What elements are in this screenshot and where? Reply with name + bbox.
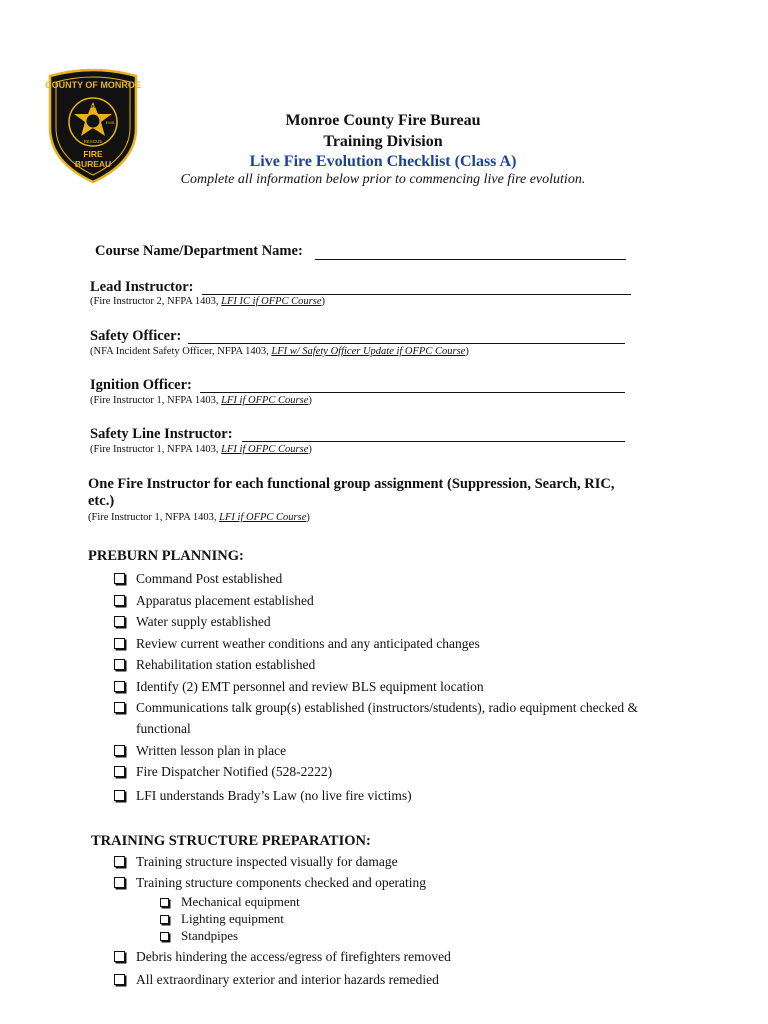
structure-heading: TRAINING STRUCTURE PREPARATION: xyxy=(91,833,371,849)
checklist-item: Water supply established xyxy=(136,614,271,629)
checklist-subitem: Mechanical equipment xyxy=(181,894,300,909)
checklist-subitem: Lighting equipment xyxy=(181,911,284,926)
checkbox[interactable] xyxy=(114,856,125,867)
safety-officer-label: Safety Officer: xyxy=(90,328,182,344)
safety-officer-note: (NFA Incident Safety Officer, NFPA 1403, LFI w/ Safety Officer Update if OFPC Course) xyxy=(90,346,469,357)
checkbox[interactable] xyxy=(114,681,125,692)
checklist-subitem: Standpipes xyxy=(181,928,239,943)
checklist-item: Communications talk group(s) established (instructors/students), radio equipment checked & xyxy=(136,700,639,715)
checklist-item: Training structure components checked and operating xyxy=(136,875,427,890)
checkbox[interactable] xyxy=(160,898,169,907)
checklist-item: Command Post established xyxy=(136,571,283,586)
logo-ring-right: EMS xyxy=(105,120,115,125)
checklist-item: All extraordinary exterior and interior hazards remedied xyxy=(136,972,439,987)
logo-ring-bottom: RESCUE xyxy=(83,139,103,144)
logo-bottom-line2: BUREAU xyxy=(74,159,112,169)
checklist-item: Identify (2) EMT personnel and review BLS equipment location xyxy=(136,679,484,694)
ignition-officer-note: (Fire Instructor 1, NFPA 1403, LFI if OFPC Course) xyxy=(90,395,312,406)
ignition-officer-label: Ignition Officer: xyxy=(90,377,192,393)
checklist-item: Debris hindering the access/egress of firefighters removed xyxy=(136,949,451,964)
checkbox[interactable] xyxy=(114,974,125,985)
checkbox[interactable] xyxy=(114,790,125,801)
ignition-officer-line[interactable] xyxy=(200,392,625,393)
checkbox[interactable] xyxy=(114,766,125,777)
checklist-item: Apparatus placement established xyxy=(136,593,314,608)
checkbox[interactable] xyxy=(114,638,125,649)
fire-bureau-logo xyxy=(44,66,142,184)
functional-group-note: (Fire Instructor 1, NFPA 1403, LFI if OFPC Course) xyxy=(88,512,310,523)
checklist-item: Written lesson plan in place xyxy=(136,743,287,758)
safety-officer-line[interactable] xyxy=(188,343,625,344)
functional-group-line1: One Fire Instructor for each functional group assignment (Suppression, Search, RIC, xyxy=(88,476,615,492)
checkbox[interactable] xyxy=(114,573,125,584)
safety-line-instructor-note: (Fire Instructor 1, NFPA 1403, LFI if OFPC Course) xyxy=(90,444,312,455)
checklist-item: LFI understands Brady’s Law (no live fire victims) xyxy=(136,788,412,803)
checkbox[interactable] xyxy=(160,915,169,924)
checklist-item: Fire Dispatcher Notified (528-2222) xyxy=(136,764,333,779)
checklist-item: Review current weather conditions and any anticipated changes xyxy=(136,636,480,651)
course-name-line[interactable] xyxy=(315,259,626,260)
logo-bottom-line1: FIRE xyxy=(83,149,103,159)
checkbox[interactable] xyxy=(114,877,125,888)
checkbox[interactable] xyxy=(114,951,125,962)
safety-line-instructor-label: Safety Line Instructor: xyxy=(90,426,233,442)
lead-instructor-note: (Fire Instructor 2, NFPA 1403, LFI IC if OFPC Course) xyxy=(90,296,326,307)
checkbox[interactable] xyxy=(114,745,125,756)
safety-line-instructor-line[interactable] xyxy=(242,441,625,442)
logo-top-text: COUNTY OF MONROE xyxy=(45,80,141,90)
org-name: Monroe County Fire Bureau xyxy=(285,112,481,129)
checkbox[interactable] xyxy=(114,659,125,670)
preburn-heading: PREBURN PLANNING: xyxy=(88,548,244,564)
checklist-item: Rehabilitation station established xyxy=(136,657,316,672)
checkbox[interactable] xyxy=(114,616,125,627)
logo-ring-left: FIRE xyxy=(87,104,99,109)
checklist-item-continuation: functional xyxy=(136,721,191,736)
lead-instructor-line[interactable] xyxy=(202,294,631,295)
course-name-label: Course Name/Department Name: xyxy=(95,243,303,259)
document-title: Live Fire Evolution Checklist (Class A) xyxy=(249,153,517,170)
checkbox[interactable] xyxy=(114,702,125,713)
checklist-item: Training structure inspected visually for damage xyxy=(136,854,398,869)
lead-instructor-label: Lead Instructor: xyxy=(90,279,194,295)
checkbox[interactable] xyxy=(160,932,169,941)
checkbox[interactable] xyxy=(114,595,125,606)
division-name: Training Division xyxy=(323,133,443,150)
instruction-text: Complete all information below prior to commencing live fire evolution. xyxy=(180,172,586,187)
functional-group-line2: etc.) xyxy=(88,493,115,509)
